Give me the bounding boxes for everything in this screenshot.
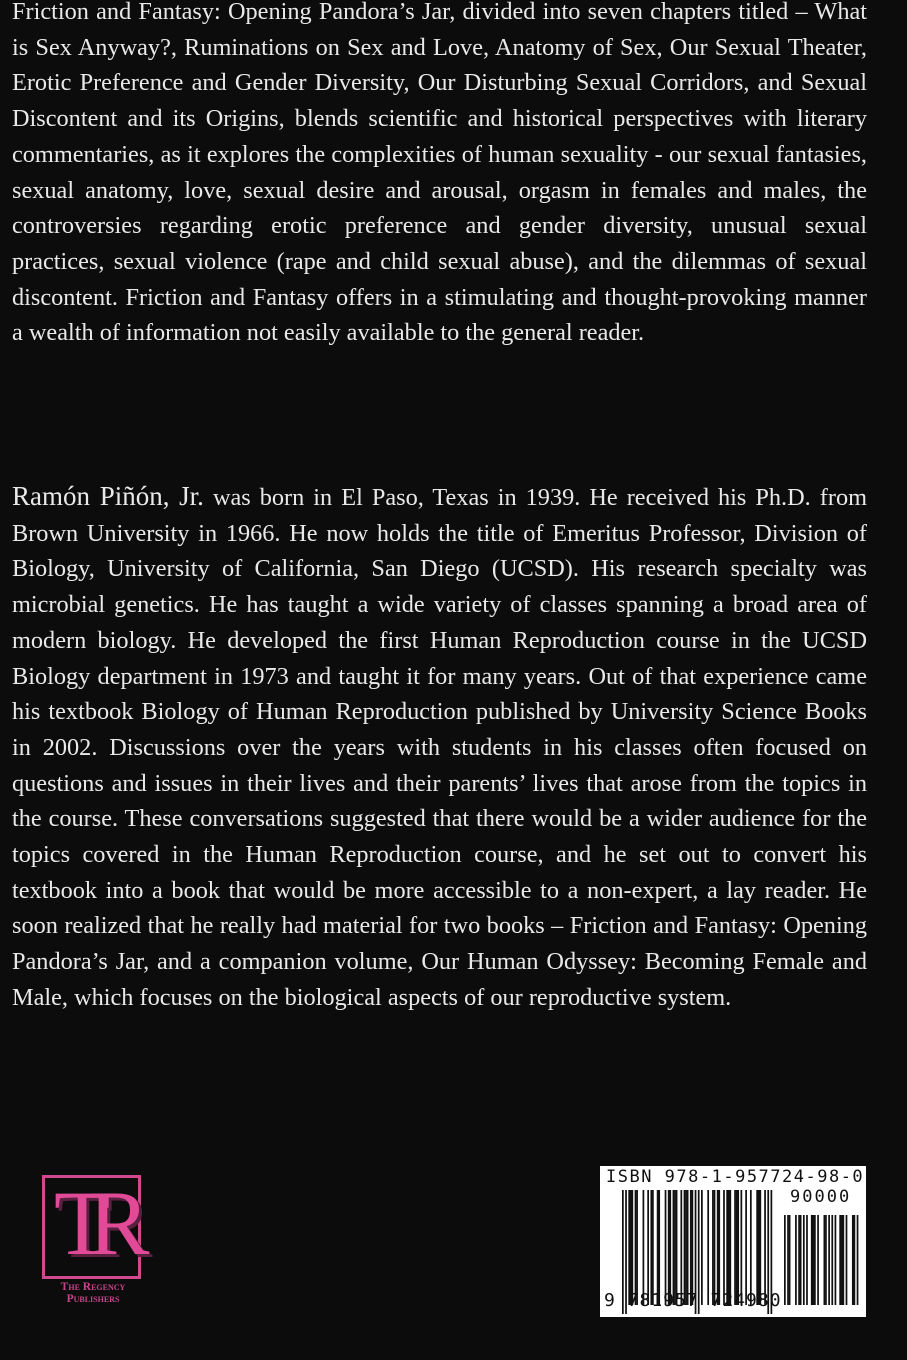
author-bio bbox=[12, 479, 867, 1016]
addon-bar bbox=[817, 1215, 819, 1305]
barcode-bar bbox=[741, 1190, 743, 1305]
barcode-bar bbox=[707, 1190, 709, 1305]
barcode-bar bbox=[717, 1190, 719, 1305]
addon-bar bbox=[798, 1215, 800, 1305]
barcode-bar bbox=[690, 1190, 692, 1305]
barcode-bar bbox=[759, 1190, 761, 1305]
barcode-bar bbox=[750, 1190, 752, 1305]
barcode-bar bbox=[723, 1190, 725, 1305]
barcode-bar bbox=[729, 1190, 731, 1305]
barcode-bar bbox=[728, 1190, 730, 1305]
barcode-bar bbox=[630, 1190, 632, 1305]
barcode-bar bbox=[701, 1190, 703, 1305]
publisher-name: The Regency Publishers bbox=[60, 1281, 126, 1305]
addon-bar bbox=[784, 1215, 786, 1305]
barcode-bar bbox=[718, 1190, 720, 1305]
addon-bar bbox=[835, 1215, 837, 1305]
addon-bar bbox=[814, 1215, 816, 1305]
barcode-bar bbox=[737, 1190, 739, 1305]
barcode-bar bbox=[764, 1190, 766, 1305]
barcode-bar bbox=[736, 1190, 738, 1305]
addon-bar bbox=[842, 1215, 844, 1305]
barcode-bar bbox=[658, 1190, 660, 1305]
addon-bar bbox=[806, 1215, 808, 1305]
addon-bar bbox=[795, 1215, 797, 1305]
addon-bar bbox=[831, 1215, 833, 1305]
barcode-bar bbox=[631, 1190, 633, 1305]
barcode-bar bbox=[726, 1190, 728, 1305]
barcode-bar bbox=[636, 1190, 638, 1305]
addon-bar bbox=[812, 1215, 814, 1305]
barcode-bar bbox=[674, 1190, 676, 1305]
barcode-bar bbox=[647, 1190, 649, 1305]
barcode-bar bbox=[756, 1190, 758, 1305]
addon-bar bbox=[852, 1215, 854, 1305]
barcode-bar bbox=[687, 1190, 689, 1305]
addon-bar bbox=[839, 1215, 841, 1305]
barcode-bar bbox=[734, 1190, 736, 1305]
addon-bar bbox=[857, 1215, 859, 1305]
addon-bar bbox=[825, 1215, 827, 1305]
barcode-bar bbox=[745, 1190, 747, 1305]
barcode-bar bbox=[714, 1190, 716, 1305]
barcode-bar bbox=[657, 1190, 659, 1305]
addon-bar bbox=[828, 1215, 830, 1305]
logo-monogram: TR bbox=[54, 1172, 128, 1274]
barcode-bar bbox=[692, 1190, 694, 1305]
price-addon-number: 90000 bbox=[790, 1187, 852, 1207]
barcode-bar bbox=[650, 1190, 652, 1305]
barcode-bar bbox=[668, 1190, 670, 1305]
barcode-bar bbox=[685, 1190, 687, 1305]
barcode-bar bbox=[758, 1190, 760, 1305]
barcode-bar bbox=[673, 1190, 675, 1305]
addon-bar bbox=[824, 1215, 826, 1305]
addon-bar bbox=[800, 1215, 802, 1305]
barcode-bar bbox=[712, 1190, 714, 1305]
author-bio-text: was born in El Paso, Texas in 1939. He received his Ph.D. from Brown University in 1966. He now holds the title of Emeritus Professor, Division of Biology, University of California, San Diego (UCSD). His research specialty was microbial genetics. He has taught a wide variety of classes spanning a broad area of modern biology. He developed the first Human Reproduction course in the UCSD Biology department in 1973 and taught it for many years. Out of that experience came his textbook Biology of Human Reproduction published by University Science Books in 2002. Discussions over the years with students in his classes often focused on questions and issues in their lives and their parents’ lives that arose from the topics in the course. These conversations suggested that there would be a wider audience for the topics covered in the Human Reproduction course, and he set out to convert his textbook into a book that would be more accessible to a non-expert, a lay reader. He soon realized that he really had material for two books – Friction and Fantasy: Opening Pandora’s Jar, and a companion volume, Our Human Odyssey: Becoming Female and Male, which focuses on the biological aspects of our reproductive system. bbox=[12, 484, 867, 1011]
publisher-logo bbox=[42, 1172, 142, 1280]
book-description: Friction and Fantasy: Opening Pandora’s Jar, divided into seven chapters titled – What is Sex Anyway?, Ruminations on Sex and Love, Anatomy of Sex, Our Sexual Theater, Erotic Preference and Gender Diversity, Our Disturbing Sexual Corridors, and Sexual Discontent and its Origins, blends scientific and historical perspectives with literary commentaries, as it explores the complexities of human sexuality - our sexual fantasies, sexual anatomy, love, sexual desire and arousal, orgasm in females and males, the controversies regarding erotic preference and gender diversity, unusual sexual practices, sexual violence (rape and child sexual abuse), and the dilemmas of sexual discontent. Friction and Fantasy offers in a stimulating and thought-provoking manner a wealth of information not easily available to the general reader. bbox=[12, 0, 867, 347]
author-name: Ramón Piñón, Jr. bbox=[12, 481, 204, 511]
addon-bar bbox=[811, 1215, 813, 1305]
addon-bar bbox=[787, 1215, 789, 1305]
ean-number: 9 781957 724980 bbox=[604, 1290, 782, 1311]
barcode-bar bbox=[684, 1190, 686, 1305]
addon-bar bbox=[789, 1215, 791, 1305]
addon-bar bbox=[803, 1215, 805, 1305]
addon-bar bbox=[846, 1215, 848, 1305]
barcode-bar bbox=[635, 1190, 637, 1305]
barcode-bar bbox=[652, 1190, 654, 1305]
barcode-bar bbox=[676, 1190, 678, 1305]
addon-bar bbox=[854, 1215, 856, 1305]
barcode-bar bbox=[628, 1190, 630, 1305]
barcode-bar bbox=[643, 1190, 645, 1305]
addon-bar bbox=[841, 1215, 843, 1305]
barcode-bar bbox=[669, 1190, 671, 1305]
isbn-label: ISBN 978-1-957724-98-0 bbox=[606, 1167, 865, 1187]
isbn-barcode bbox=[600, 1166, 866, 1317]
barcode-bar bbox=[665, 1190, 667, 1305]
barcode-bar bbox=[680, 1190, 682, 1305]
